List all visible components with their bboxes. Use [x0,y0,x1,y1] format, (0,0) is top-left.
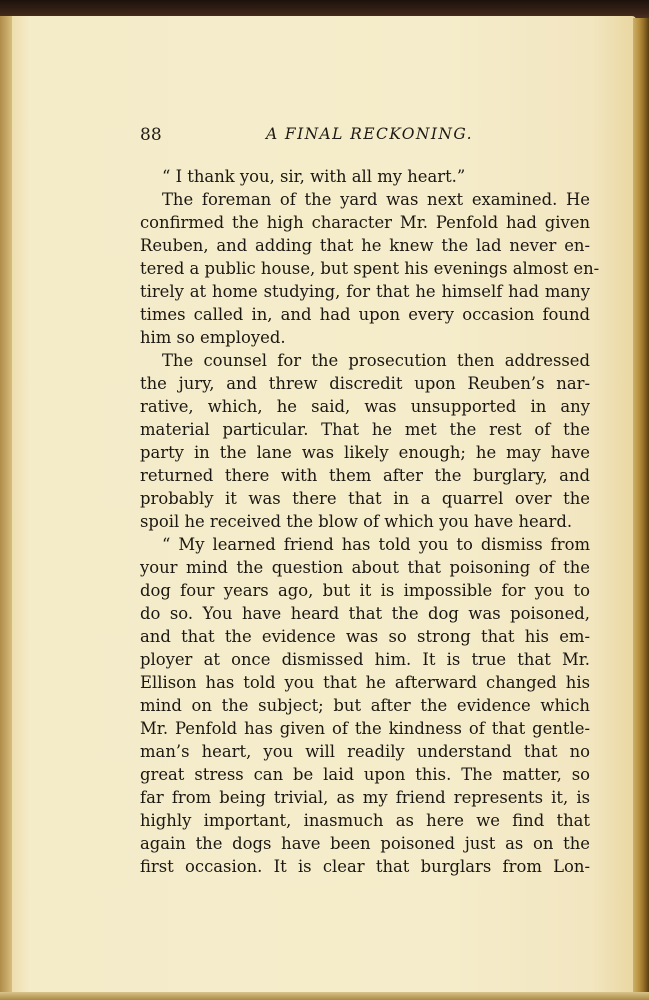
text-line: do so. You have heard that the dog was poisoned, [140,604,590,623]
running-head [140,125,590,149]
text-line: Ellison has told you that he afterward changed his [140,673,590,692]
text-line: ployer at once dismissed him. It is true that Mr. [140,650,590,669]
text-line: Mr. Penfold has given of the kindness of that gentle- [140,719,590,738]
text-line: The counsel for the prosecution then addressed [162,351,590,370]
text-line: far from being trivial, as my friend represents it, is [140,788,590,807]
text-line: and that the evidence was so strong that his em- [140,627,590,646]
text-line: spoil he received the blow of which you have heard. [140,512,573,531]
text-line: tered a public house, but spent his evenings almost en- [140,259,600,278]
text-line: Reuben, and adding that he knew the lad never en- [140,236,590,255]
text-line: mind on the subject; but after the evidence which [140,696,590,715]
body-text [140,165,600,878]
text-line: great stress can be laid upon this. The matter, so [140,765,590,784]
text-line: probably it was there that in a quarrel over the [140,489,590,508]
text-line: confirmed the high character Mr. Penfold had given [140,213,590,232]
text-line: material particular. That he met the rest of the [140,420,590,439]
text-line: returned there with them after the burglary, and [140,466,590,485]
text-line: The foreman of the yard was next examined. He [162,190,590,209]
text-line: the jury, and threw discredit upon Reuben’s nar- [140,374,590,393]
page-gutter [0,16,12,1000]
page-number: 88 [140,125,162,145]
page-edge-shadow [633,18,649,1000]
text-line: party in the lane was likely enough; he may have [140,443,590,462]
book-bottom-edge [0,992,649,1000]
text-line: man’s heart, you will readily understand that no [140,742,590,761]
text-line: first occasion. It is clear that burglars from Lon- [140,857,590,876]
text-line: dog four years ago, but it is impossible for you to [140,581,590,600]
text-line: your mind the question about that poisoning of the [140,558,590,577]
text-line: highly important, inasmuch as here we find that [140,811,590,830]
text-line: “ I thank you, sir, with all my heart.” [162,167,466,186]
text-line: “ My learned friend has told you to dismiss from [162,535,590,554]
text-line: tirely at home studying, for that he himself had many [140,282,590,301]
running-title: A FINAL RECKONING. [266,125,473,143]
text-line: times called in, and had upon every occasion found [140,305,590,324]
text-line: him so employed. [140,328,286,347]
text-line: rative, which, he said, was unsupported in any [140,397,590,416]
text-line: again the dogs have been poisoned just as on the [140,834,590,853]
